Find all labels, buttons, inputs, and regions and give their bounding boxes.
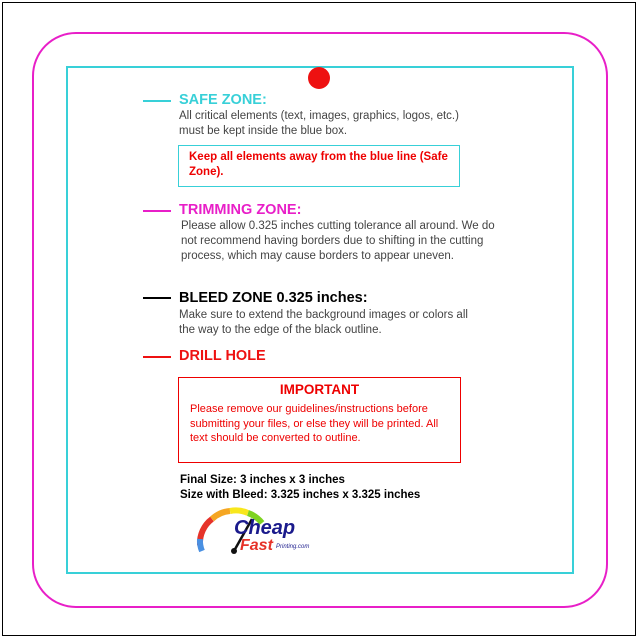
- bleed-zone-heading: BLEED ZONE 0.325 inches:: [179, 290, 368, 306]
- trimming-zone-heading: TRIMMING ZONE:: [179, 202, 302, 218]
- trimming-zone-body: Please allow 0.325 inches cutting tolerance all around. We do not recommend having borders due to shifting in the cutting process, which may cause borders to appear uneven.: [181, 220, 495, 262]
- logo-word-cheap: Cheap: [234, 517, 296, 539]
- cheap-fast-printing-logo: [190, 505, 320, 567]
- bleed-size: Size with Bleed: 3.325 inches x 3.325 inches: [180, 489, 421, 501]
- drill-hole-legend-line: [143, 356, 171, 358]
- logo-word-fast: Fast: [240, 537, 273, 554]
- important-box: [178, 377, 461, 463]
- important-title: IMPORTANT: [279, 382, 360, 397]
- safe-zone-body: All critical elements (text, images, graphics, logos, etc.) must be kept inside the blue box.: [179, 110, 459, 137]
- final-size: Final Size: 3 inches x 3 inches: [180, 474, 345, 486]
- trimming-zone-legend-line: [143, 210, 171, 212]
- safe-zone-legend-line: [143, 100, 171, 102]
- logo-word-printing: Printing.com: [276, 544, 310, 550]
- bleed-zone-legend-line: [143, 297, 171, 299]
- bleed-zone-body: Make sure to extend the background images or colors all the way to the edge of the black outline.: [179, 309, 468, 336]
- drill-hole-marker: [308, 67, 330, 89]
- safe-zone-note: Keep all elements away from the blue line (Safe Zone).: [189, 151, 448, 178]
- safe-zone-heading: SAFE ZONE:: [179, 92, 267, 108]
- drill-hole-heading: DRILL HOLE: [179, 348, 266, 364]
- safe-zone-note-box: [178, 145, 460, 187]
- important-body: Please remove our guidelines/instructions before submitting your files, or else they will be printed. All text should be converted to outline.: [190, 403, 439, 444]
